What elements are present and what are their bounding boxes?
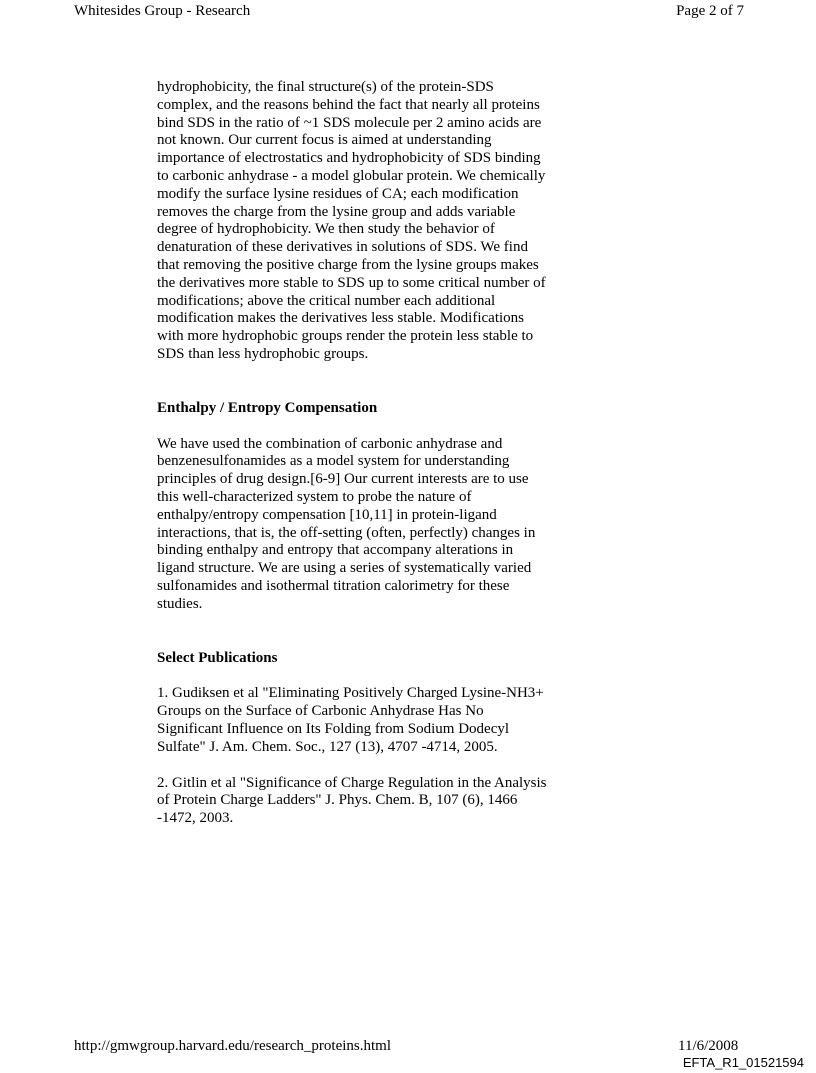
document-id: EFTA_R1_01521594 (682, 1055, 804, 1070)
publication-item: 1. Gudiksen et al "Eliminating Positively Charged Lysine-NH3+ Groups on the Surface of Carbonic Anhydrase Has No Significant Influence on Its Folding from Sodium Dodecyl Sulfate" J. Am. Chem. Soc., 127 (13), 4707 -4714, 2005. (157, 685, 544, 755)
enthalpy-paragraph: We have used the combination of carbonic anhydrase and benzenesulfonamides as a model system for understanding principles of drug design.[6-9] Our current interests are to use this well-characterized system to probe the nature of enthalpy/entropy compensation [10,11] in protein-ligand interactions, that is, the off-setting (often, perfectly) changes in binding enthalpy and entropy that accompany alterations in ligand structure. We are using a series of systematically varied sulfonamides and isothermal titration calorimetry for these studies. (157, 435, 536, 612)
section-heading-publications: Select Publications (157, 649, 278, 666)
footer-date: 11/6/2008 (678, 1038, 739, 1054)
page-number: Page 2 of 7 (676, 3, 744, 19)
page-footer (74, 1038, 804, 1072)
publication-item: 2. Gitlin et al "Significance of Charge Regulation in the Analysis of Protein Charge Ladders" J. Phys. Chem. B, 107 (6), 1466 -1472, 2003. (157, 774, 547, 827)
page-header-title: Whitesides Group - Research (74, 3, 251, 19)
intro-paragraph: hydrophobicity, the final structure(s) of the protein-SDS complex, and the reasons behind the fact that nearly all proteins bind SDS in the ratio of ~1 SDS molecule per 2 amino acids are not known. Our current focus is aimed at understanding importance of electrostatics and hydrophobicity of SDS binding to carbonic anhydrase - a model globular protein. We chemically modify the surface lysine residues of CA; each modification removes the charge from the lysine group and adds variable degree of hydrophobicity. We then study the behavior of denaturation of these derivatives in solutions of SDS. We find that removing the positive charge from the lysine groups makes the derivatives more stable to SDS up to some critical number of modifications; above the critical number each additional modification makes the derivatives less stable. Modifications with more hydrophobic groups render the protein less stable to SDS than less hydrophobic groups. (157, 79, 546, 362)
footer-url: http://gmwgroup.harvard.edu/research_proteins.html (74, 1038, 391, 1054)
section-heading-enthalpy: Enthalpy / Entropy Compensation (157, 399, 378, 416)
page-header (74, 2, 744, 22)
main-content (157, 79, 547, 828)
